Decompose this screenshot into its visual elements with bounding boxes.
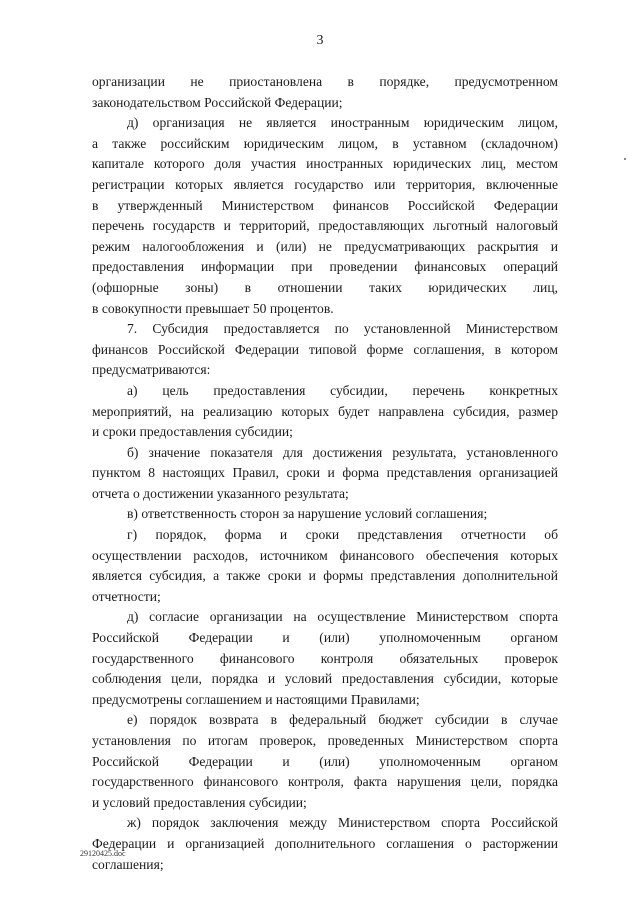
text-line: государственного финансового контроля, факта нарушения цели, порядка bbox=[92, 774, 558, 790]
text-line: отчета о достижении указанного результата; bbox=[92, 485, 349, 501]
text-line: соблюдения цели, порядка и условий предоставления субсидии, которые bbox=[92, 671, 558, 687]
text-line: и условий предоставления субсидии; bbox=[92, 794, 307, 810]
text-line: капитале которого доля участия иностранных юридических лиц, местом bbox=[92, 156, 558, 172]
text-line: организации не приостановлена в порядке, предусмотренном bbox=[92, 74, 558, 89]
text-line: 7. Субсидия предоставляется по установленной Министерством bbox=[127, 321, 558, 337]
text-line: д) согласие организации на осуществление Министерством спорта bbox=[127, 609, 558, 625]
text-line: Федерации и организацией дополнительного соглашения о расторжении bbox=[92, 835, 558, 851]
text-line: законодательством Российской Федерации; bbox=[92, 94, 343, 110]
text-line: мероприятий, на реализацию которых будет направлена субсидия, размер bbox=[92, 403, 558, 419]
text-line: является субсидия, а также сроки и формы представления дополнительной bbox=[92, 568, 558, 584]
text-line: г) порядок, форма и сроки представления отчетности об bbox=[127, 527, 558, 543]
text-line: а) цель предоставления субсидии, перечень конкретных bbox=[127, 382, 558, 398]
text-line: Российской Федерации и (или) уполномоченным органом bbox=[92, 630, 558, 646]
document-body bbox=[92, 72, 558, 875]
text-line: перечень государств и территорий, предоставляющих льготный налоговый bbox=[92, 218, 558, 234]
margin-dot bbox=[624, 158, 626, 160]
footer-filename: 29120425.doc bbox=[80, 849, 126, 858]
text-line: финансов Российской Федерации типовой форме соглашения, в котором bbox=[92, 341, 558, 357]
text-line: Российской Федерации и (или) уполномоченным органом bbox=[92, 753, 558, 769]
text-line: в) ответственность сторон за нарушение условий соглашения; bbox=[127, 506, 488, 522]
text-line: государственного финансового контроля обязательных проверок bbox=[92, 650, 558, 666]
text-line: предоставления информации при проведении финансовых операций bbox=[92, 259, 558, 275]
text-line: предусмотрены соглашением и настоящими Правилами; bbox=[92, 691, 420, 707]
text-line: осуществлении расходов, источником финансового обеспечения которых bbox=[92, 547, 558, 563]
text-line: е) порядок возврата в федеральный бюджет субсидии в случае bbox=[127, 712, 558, 728]
text-line: в совокупности превышает 50 процентов. bbox=[92, 300, 334, 316]
text-line: б) значение показателя для достижения результата, установленного bbox=[127, 444, 558, 460]
text-line: а также российским юридическим лицом, в уставном (складочном) bbox=[92, 135, 558, 151]
text-line: режим налогообложения и (или) не предусматривающих раскрытия и bbox=[92, 238, 558, 254]
text-line: установления по итогам проверок, проведенных Министерством спорта bbox=[92, 733, 558, 748]
text-line: д) организация не является иностранным юридическим лицом, bbox=[127, 115, 558, 131]
text-line: предусматриваются: bbox=[92, 362, 211, 378]
text-line: в утвержденный Министерством финансов Российской Федерации bbox=[92, 197, 558, 213]
text-line: ж) порядок заключения между Министерством спорта Российской bbox=[127, 815, 558, 831]
text-line: отчетности; bbox=[92, 588, 161, 604]
text-line: и сроки предоставления субсидии; bbox=[92, 424, 293, 440]
text-line: регистрации которых является государство или территория, включенные bbox=[92, 176, 558, 192]
page-number: 3 bbox=[316, 33, 324, 48]
text-line: пунктом 8 настоящих Правил, сроки и форма представления организацией bbox=[92, 465, 558, 481]
text-line: (офшорные зоны) в отношении таких юридических лиц, bbox=[92, 279, 558, 295]
text-line: соглашения; bbox=[92, 856, 164, 872]
